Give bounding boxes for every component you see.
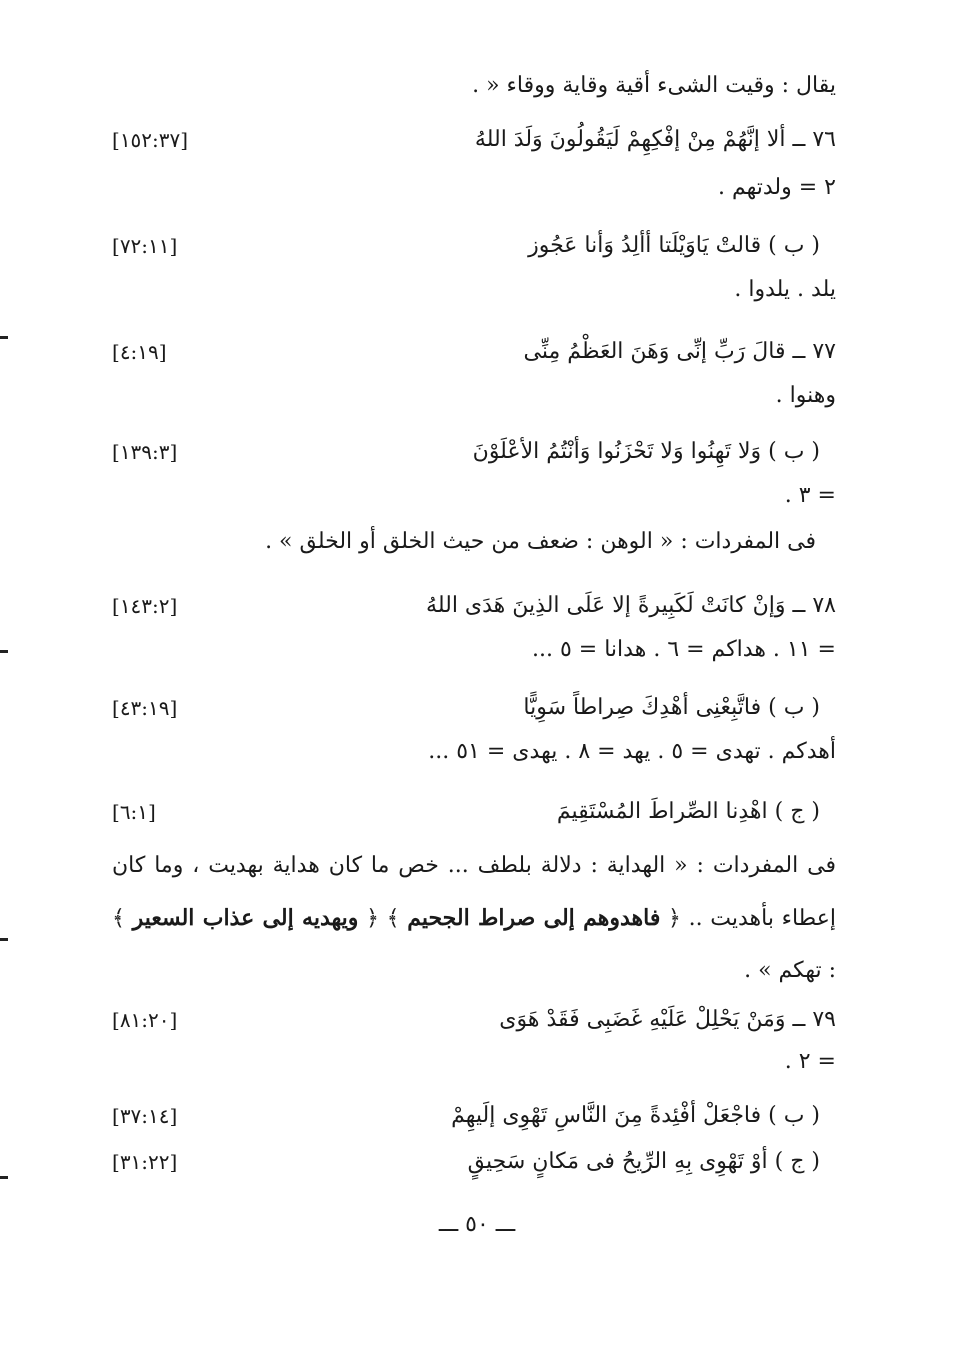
entry-77-verse: ٧٧ ــ قالَ رَبِّ إنِّى وَهَنَ العَظْمُ مِنِّى xyxy=(523,339,836,364)
entry-78b-note: أهدكم . تهدى = ٥ . يهد = ٨ . يهدى = ٥١ ... xyxy=(428,739,836,764)
entry-76b-note: يلد . يلدوا . xyxy=(734,277,836,302)
mufradat-note-2-end: ﴾ : تهكم » . xyxy=(112,906,836,983)
entry-76-note: ٢ = ولدتهم . xyxy=(717,175,836,200)
entry-79b-verse: ( ب ) فاجْعَلْ أفْئِدةً مِنَ النَّاسِ تَهْوِى إلَيهِمْ xyxy=(451,1103,820,1128)
entry-78-verse: ٧٨ ــ وَإنْ كانَتْ لَكَبِيرةً إلا عَلَى الذِينَ هَدَى اللهُ xyxy=(426,593,836,618)
entry-76-verse: ٧٦ ــ ألا إنَّهُمْ مِنْ إفْكِهِمْ لَيَقُولُونَ وَلَدَ اللهُ xyxy=(474,127,836,152)
mufradat-note-1: فى المفردات : « الوهن : ضعف من حيث الخلق أو الخلق » . xyxy=(265,529,816,554)
quote-brackets: ﴾ ﴿ xyxy=(366,906,400,931)
mufradat-note-2 xyxy=(112,840,836,997)
entry-79-reference: [٨١:٢٠] xyxy=(112,1008,178,1032)
entry-77-note: وهنوا . xyxy=(775,383,836,408)
entry-76b-verse: ( ب ) قالتْ يَاوَيْلَتا أألِدُ وَأنا عَجُوز xyxy=(528,233,820,258)
text-line: يقال : وقيت الشىء أقية وقاية ووقاء « . xyxy=(472,73,836,98)
entry-77b-reference: [١٣٩:٣] xyxy=(112,440,178,464)
entry-78c-reference: [٦:١] xyxy=(112,800,156,824)
margin-mark xyxy=(0,1176,8,1179)
entry-76b-reference: [٧٢:١١] xyxy=(112,234,178,258)
quoted-verse-1: فاهدوهم إلى صراط الجحيم xyxy=(407,905,661,931)
entry-77b-note: = ٣ . xyxy=(784,483,836,508)
entry-77b-verse: ( ب ) وَلا تَهِنُوا وَلا تَحْزَنُوا وَأنْتُمُ الأعْلَوْنَ xyxy=(472,439,820,464)
entry-78b-verse: ( ب ) فاتَّبِعْنِى أهْدِكَ صِراطاً سَوِيًّا xyxy=(523,695,820,720)
entry-76-reference: [١٥٢:٣٧] xyxy=(112,128,189,152)
mufradat-note-2-text: فى المفردات : « الهداية : دلالة بلطف ... خص ما كان هداية بهديت ، وما كان إعطاء بأهديت .. ﴿ xyxy=(112,853,836,931)
margin-mark xyxy=(0,650,8,653)
entry-79c-verse: ( ج ) أوْ تَهْوِى بِهِ الرِّيحُ فى مَكانٍ سَحِيقٍ xyxy=(467,1149,820,1174)
page-number: ـــ ٥٠ ـــ xyxy=(438,1212,516,1237)
entry-79-verse: ٧٩ ــ وَمَنْ يَحْلِلْ عَلَيْهِ غَضَبِى فَقَدْ هَوَى xyxy=(499,1007,836,1032)
entry-78-note: = ١١ . هداكم = ٦ . هدانا = ٥ ... xyxy=(532,637,836,662)
entry-78-reference: [١٤٣:٢] xyxy=(112,594,178,618)
entry-78c-verse: ( ج ) اهْدِنا الصِّراطَ المُسْتَقِيمَ xyxy=(556,799,820,824)
entry-79b-reference: [٣٧:١٤] xyxy=(112,1104,178,1128)
margin-mark xyxy=(0,938,8,941)
margin-mark xyxy=(0,336,8,339)
quoted-verse-2: ويهديه إلى عذاب السعير xyxy=(132,905,359,931)
entry-79-note: = ٢ . xyxy=(784,1049,836,1074)
entry-79c-reference: [٣١:٢٢] xyxy=(112,1150,178,1174)
entry-77-reference: [٤:١٩] xyxy=(112,340,167,364)
entry-78b-reference: [٤٣:١٩] xyxy=(112,696,178,720)
